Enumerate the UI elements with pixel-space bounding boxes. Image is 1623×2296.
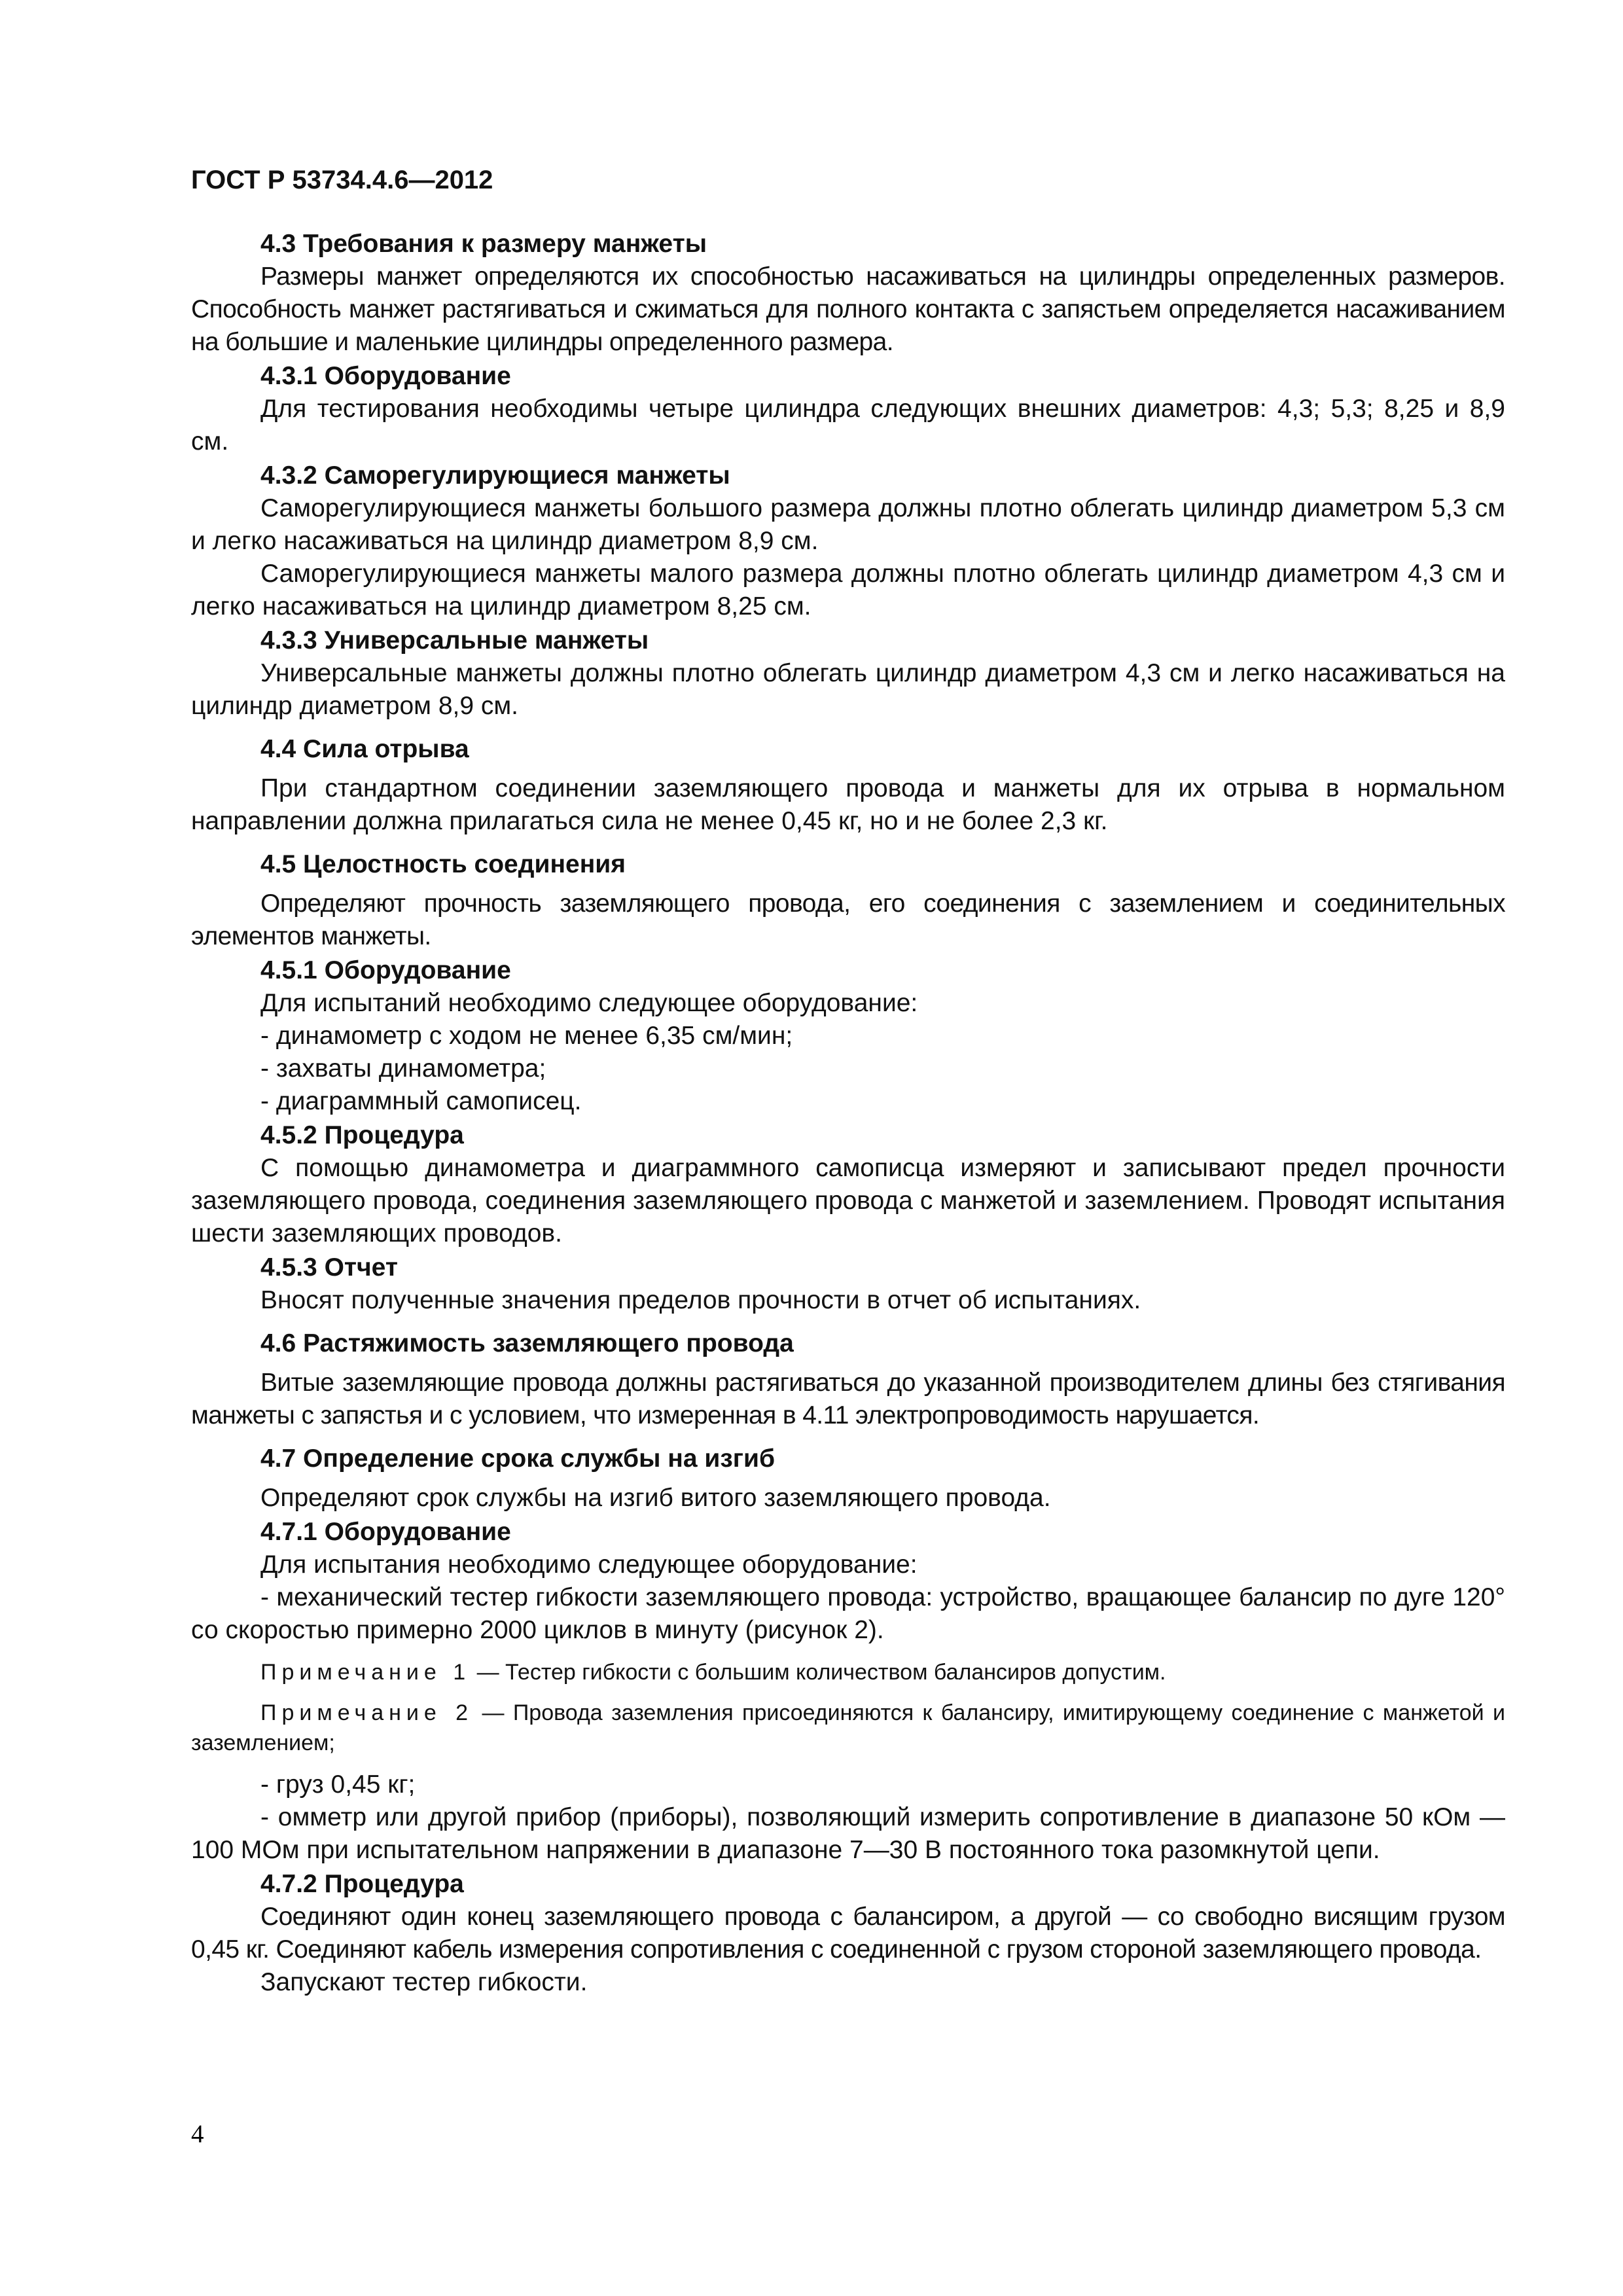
heading-4-3-1: 4.3.1 Оборудование bbox=[260, 362, 511, 390]
paragraph-4-7-2-b: Запускают тестер гибкости. bbox=[260, 1968, 588, 1996]
list-item: - захваты динамометра; bbox=[260, 1054, 546, 1083]
list-item: - омметр или другой прибор (приборы), позволяющий измерить сопротивление в диапазоне 50 кОм —100 МОм при испытательном напряжении в диапазоне 7—30 В постоянного тока разомкнутой цепи. bbox=[191, 1803, 1505, 1864]
heading-4-5-1: 4.5.1 Оборудование bbox=[260, 956, 511, 984]
list-item: - механический тестер гибкости заземляющего провода: устройство, вращающее балансир по дуге 120° со скоростью примерно 2000 циклов в минуту (рисунок 2). bbox=[191, 1583, 1505, 1644]
paragraph-4-3-1: Для тестирования необходимы четыре цилиндра следующих внешних диаметров: 4,3; 5,3; 8,25 и 8,9 см. bbox=[191, 395, 1505, 456]
list-item: - груз 0,45 кг; bbox=[260, 1770, 416, 1799]
paragraph-4-5-2: С помощью динамометра и диаграммного самописца измеряют и записывают предел прочности заземляющего провода, соединения заземляющего провода с манжетой и заземлением. Проводят испытания шести заземляющих проводов. bbox=[191, 1154, 1505, 1247]
note-1-label: Примечание 1 bbox=[260, 1660, 471, 1685]
heading-4-3-2: 4.3.2 Саморегулирующиеся манжеты bbox=[260, 461, 730, 490]
paragraph-4-4: При стандартном соединении заземляющего провода и манжеты для их отрыва в нормальном направлении должна прилагаться сила не менее 0,45 кг, но и не более 2,3 кг. bbox=[191, 774, 1505, 835]
heading-4-5: 4.5 Целостность соединения bbox=[260, 850, 626, 878]
note-1 bbox=[191, 1657, 1505, 1687]
paragraph-4-3: Размеры манжет определяются их способностью насаживаться на цилиндры определенных размеров. Способность манжет растягиваться и сжиматься для полного контакта с запястьем определяется насаживанием на большие и маленькие цилиндры определенного размера. bbox=[191, 262, 1505, 356]
paragraph-4-6: Витые заземляющие провода должны растягиваться до указанной производителем длины без стягивания манжеты с запястья и с условием, что измеренная в 4.11 электропроводимость нарушается. bbox=[191, 1369, 1505, 1429]
note-1-text: — Тестер гибкости с большим количеством балансиров допустим. bbox=[471, 1660, 1166, 1685]
note-2-text: — Провода заземления присоединяются к балансиру, имитирующему соединение с манжетой и заземлением; bbox=[191, 1700, 1505, 1755]
heading-4-4: 4.4 Сила отрыва bbox=[260, 735, 469, 763]
list-item: - динамометр с ходом не менее 6,35 см/мин; bbox=[260, 1022, 793, 1050]
paragraph-4-7-1-intro: Для испытания необходимо следующее оборудование: bbox=[260, 1551, 918, 1579]
paragraph-4-3-3: Универсальные манжеты должны плотно облегать цилиндр диаметром 4,3 см и легко насаживаться на цилиндр диаметром 8,9 см. bbox=[191, 659, 1505, 720]
note-2 bbox=[191, 1698, 1505, 1758]
document-id: ГОСТ Р 53734.4.6—2012 bbox=[191, 166, 493, 194]
heading-4-7-1: 4.7.1 Оборудование bbox=[260, 1518, 511, 1546]
paragraph-4-7: Определяют срок службы на изгиб витого заземляющего провода. bbox=[260, 1484, 1051, 1512]
heading-4-3: 4.3 Требования к размеру манжеты bbox=[260, 230, 707, 258]
paragraph-4-5-3: Вносят полученные значения пределов прочности в отчет об испытаниях. bbox=[260, 1286, 1141, 1314]
paragraph-4-3-2-a: Саморегулирующиеся манжеты большого размера должны плотно облегать цилиндр диаметром 5,3 см и легко насаживаться на цилиндр диаметром 8,9 см. bbox=[191, 494, 1505, 555]
heading-4-5-2: 4.5.2 Процедура bbox=[260, 1121, 464, 1149]
paragraph-4-5-1-intro: Для испытаний необходимо следующее оборудование: bbox=[260, 989, 918, 1017]
paragraph-4-7-2-a: Соединяют один конец заземляющего провода с балансиром, а другой — со свободно висящим грузом 0,45 кг. Соединяют кабель измерения сопротивления с соединенной с грузом стороной заземляющего провода. bbox=[191, 1903, 1505, 1964]
heading-4-5-3: 4.5.3 Отчет bbox=[260, 1253, 398, 1282]
paragraph-4-5: Определяют прочность заземляющего провода, его соединения с заземлением и соединительных элементов манжеты. bbox=[191, 889, 1505, 950]
heading-4-7-2: 4.7.2 Процедура bbox=[260, 1870, 464, 1898]
heading-4-6: 4.6 Растяжимость заземляющего провода bbox=[260, 1329, 794, 1357]
heading-4-7: 4.7 Определение срока службы на изгиб bbox=[260, 1444, 776, 1473]
paragraph-4-3-2-b: Саморегулирующиеся манжеты малого размера должны плотно облегать цилиндр диаметром 4,3 см и легко насаживаться на цилиндр диаметром 8,25 см. bbox=[191, 560, 1505, 620]
page-number: 4 bbox=[191, 2120, 204, 2148]
note-2-label: Примечание 2 bbox=[260, 1700, 474, 1725]
heading-4-3-3: 4.3.3 Универсальные манжеты bbox=[260, 626, 649, 655]
list-item: - диаграммный самописец. bbox=[260, 1087, 582, 1115]
